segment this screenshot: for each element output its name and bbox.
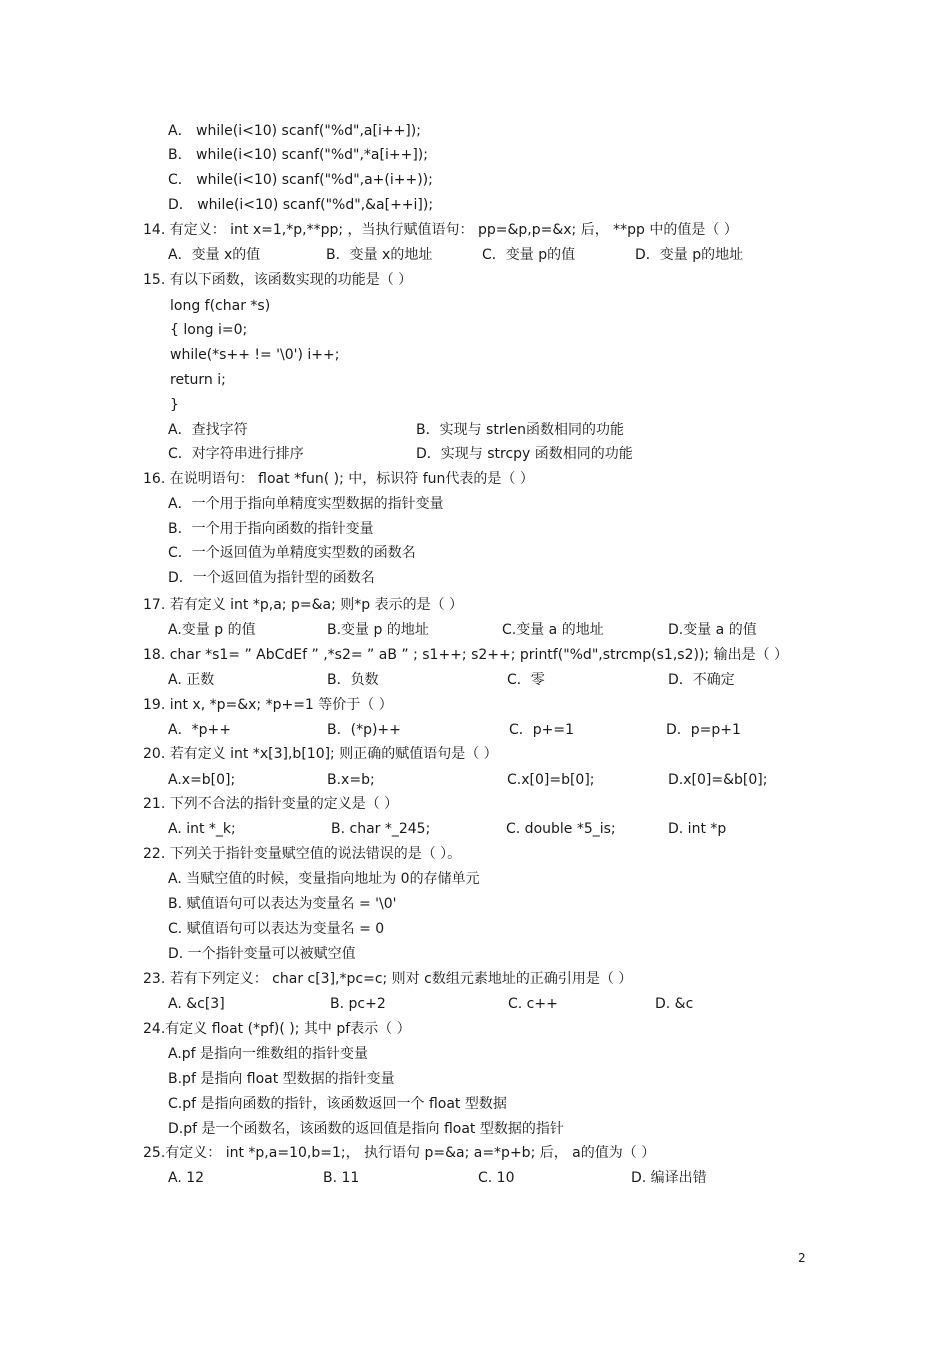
q14-option-b: B．变量 x的地址 — [326, 247, 433, 263]
q18-option-c: C．零 — [507, 672, 545, 688]
q17-option-c: C.变量 a 的地址 — [502, 622, 604, 638]
q18-stem: 18. char *s1= ” AbCdEf ” ,*s2= ” aB ” ; s1++; s2++; printf("%d",strcmp(s1,s2)); 输出是（ ） — [143, 647, 789, 663]
q15-option-d: D．实现与 strcpy 函数相同的功能 — [416, 446, 633, 462]
q14-stem: 14. 有定义： int x=1,*p,**pp; ，当执行赋值语句： pp=&p,p=&x; 后， **pp 中的值是（ ） — [143, 222, 738, 238]
q16-option-a: A．一个用于指向单精度实型数据的指针变量 — [168, 496, 444, 512]
q21-option-a: A. int *_k; — [168, 821, 236, 837]
q15-code-line-2: { long i=0; — [170, 322, 248, 338]
q24-option-d: D.pf 是一个函数名，该函数的返回值是指向 float 型数据的指针 — [168, 1121, 564, 1137]
q15-code-line-4: return i; — [170, 372, 226, 388]
q17-option-b: B.变量 p 的地址 — [327, 622, 429, 638]
q22-option-b: B. 赋值语句可以表达为变量名 = '\0' — [168, 896, 397, 912]
q13-option-a: A． while(i<10) scanf("%d",a[i++]); — [168, 123, 421, 139]
q17-option-d: D.变量 a 的值 — [668, 622, 757, 638]
q22-option-c: C. 赋值语句可以表达为变量名 = 0 — [168, 921, 385, 937]
q19-option-a: A．*p++ — [168, 722, 231, 738]
q20-option-d: D.x[0]=&b[0]; — [668, 772, 768, 788]
q21-option-c: C. double *5_is; — [506, 821, 616, 837]
q15-option-c: C．对字符串进行排序 — [168, 446, 304, 462]
q16-option-c: C．一个返回值为单精度实型数的函数名 — [168, 545, 416, 561]
q24-option-b: B.pf 是指向 float 型数据的指针变量 — [168, 1071, 395, 1087]
q13-option-d: D． while(i<10) scanf("%d",&a[++i]); — [168, 197, 434, 213]
q20-option-b: B.x=b; — [327, 772, 375, 788]
q16-stem: 16. 在说明语句： float *fun( ); 中，标识符 fun代表的是（ ） — [143, 471, 534, 487]
q22-option-a: A. 当赋空值的时候，变量指向地址为 0的存储单元 — [168, 871, 480, 887]
q19-stem: 19. int x, *p=&x; *p+=1 等价于（ ） — [143, 697, 393, 713]
q24-stem: 24.有定义 float (*pf)( ); 其中 pf表示（ ） — [143, 1021, 411, 1037]
q25-option-d: D. 编译出错 — [631, 1170, 707, 1186]
q20-stem: 20. 若有定义 int *x[3],b[10]; 则正确的赋值语句是（ ） — [143, 746, 498, 762]
q15-stem: 15. 有以下函数，该函数实现的功能是（ ） — [143, 272, 413, 288]
q18-option-a: A. 正数 — [168, 672, 215, 688]
q17-option-a: A.变量 p 的值 — [168, 622, 256, 638]
q21-option-d: D. int *p — [668, 821, 727, 837]
page-number: 2 — [798, 1251, 806, 1265]
q14-option-d: D．变量 p的地址 — [635, 247, 744, 263]
q19-option-d: D．p=p+1 — [666, 722, 741, 738]
q23-stem: 23. 若有下列定义： char c[3],*pc=c; 则对 c数组元素地址的正确引用是（ ） — [143, 971, 633, 987]
q18-option-d: D．不确定 — [668, 672, 735, 688]
q23-option-a: A. &c[3] — [168, 996, 225, 1012]
q23-option-c: C. c++ — [508, 996, 558, 1012]
q15-code-line-1: long f(char *s) — [170, 298, 271, 314]
q16-option-d: D．一个返回值为指针型的函数名 — [168, 570, 375, 586]
q14-option-c: C．变量 p的值 — [482, 247, 576, 263]
q20-option-a: A.x=b[0]; — [168, 772, 236, 788]
q25-option-b: B. 11 — [323, 1170, 360, 1186]
q19-option-b: B．(*p)++ — [327, 722, 401, 738]
q15-option-a: A．查找字符 — [168, 422, 248, 438]
q24-option-c: C.pf 是指向函数的指针，该函数返回一个 float 型数据 — [168, 1096, 507, 1112]
q21-stem: 21. 下列不合法的指针变量的定义是（ ） — [143, 796, 399, 812]
q25-option-a: A. 12 — [168, 1170, 205, 1186]
q22-option-d: D. 一个指针变量可以被赋空值 — [168, 946, 356, 962]
q23-option-b: B. pc+2 — [330, 996, 386, 1012]
q13-option-c: C． while(i<10) scanf("%d",a+(i++)); — [168, 172, 433, 188]
q16-option-b: B．一个用于指向函数的指针变量 — [168, 521, 374, 537]
q15-code-line-5: } — [170, 397, 179, 413]
q24-option-a: A.pf 是指向一维数组的指针变量 — [168, 1046, 369, 1062]
q22-stem: 22. 下列关于指针变量赋空值的说法错误的是（ ）。 — [143, 846, 462, 862]
q25-stem: 25.有定义： int *p,a=10,b=1;， 执行语句 p=&a; a=*p+b; 后， a的值为（ ） — [143, 1145, 656, 1161]
q17-stem: 17. 若有定义 int *p,a; p=&a; 则*p 表示的是（ ） — [143, 597, 464, 613]
q15-code-line-3: while(*s++ != '\0') i++; — [170, 347, 340, 363]
q13-option-b: B． while(i<10) scanf("%d",*a[i++]); — [168, 147, 428, 163]
q20-option-c: C.x[0]=b[0]; — [507, 772, 595, 788]
q21-option-b: B. char *_245; — [331, 821, 431, 837]
q14-option-a: A．变量 x的值 — [168, 247, 261, 263]
q19-option-c: C．p+=1 — [509, 722, 575, 738]
q15-option-b: B．实现与 strlen函数相同的功能 — [416, 422, 624, 438]
q18-option-b: B．负数 — [327, 672, 379, 688]
q23-option-d: D. &c — [655, 996, 694, 1012]
q25-option-c: C. 10 — [478, 1170, 515, 1186]
